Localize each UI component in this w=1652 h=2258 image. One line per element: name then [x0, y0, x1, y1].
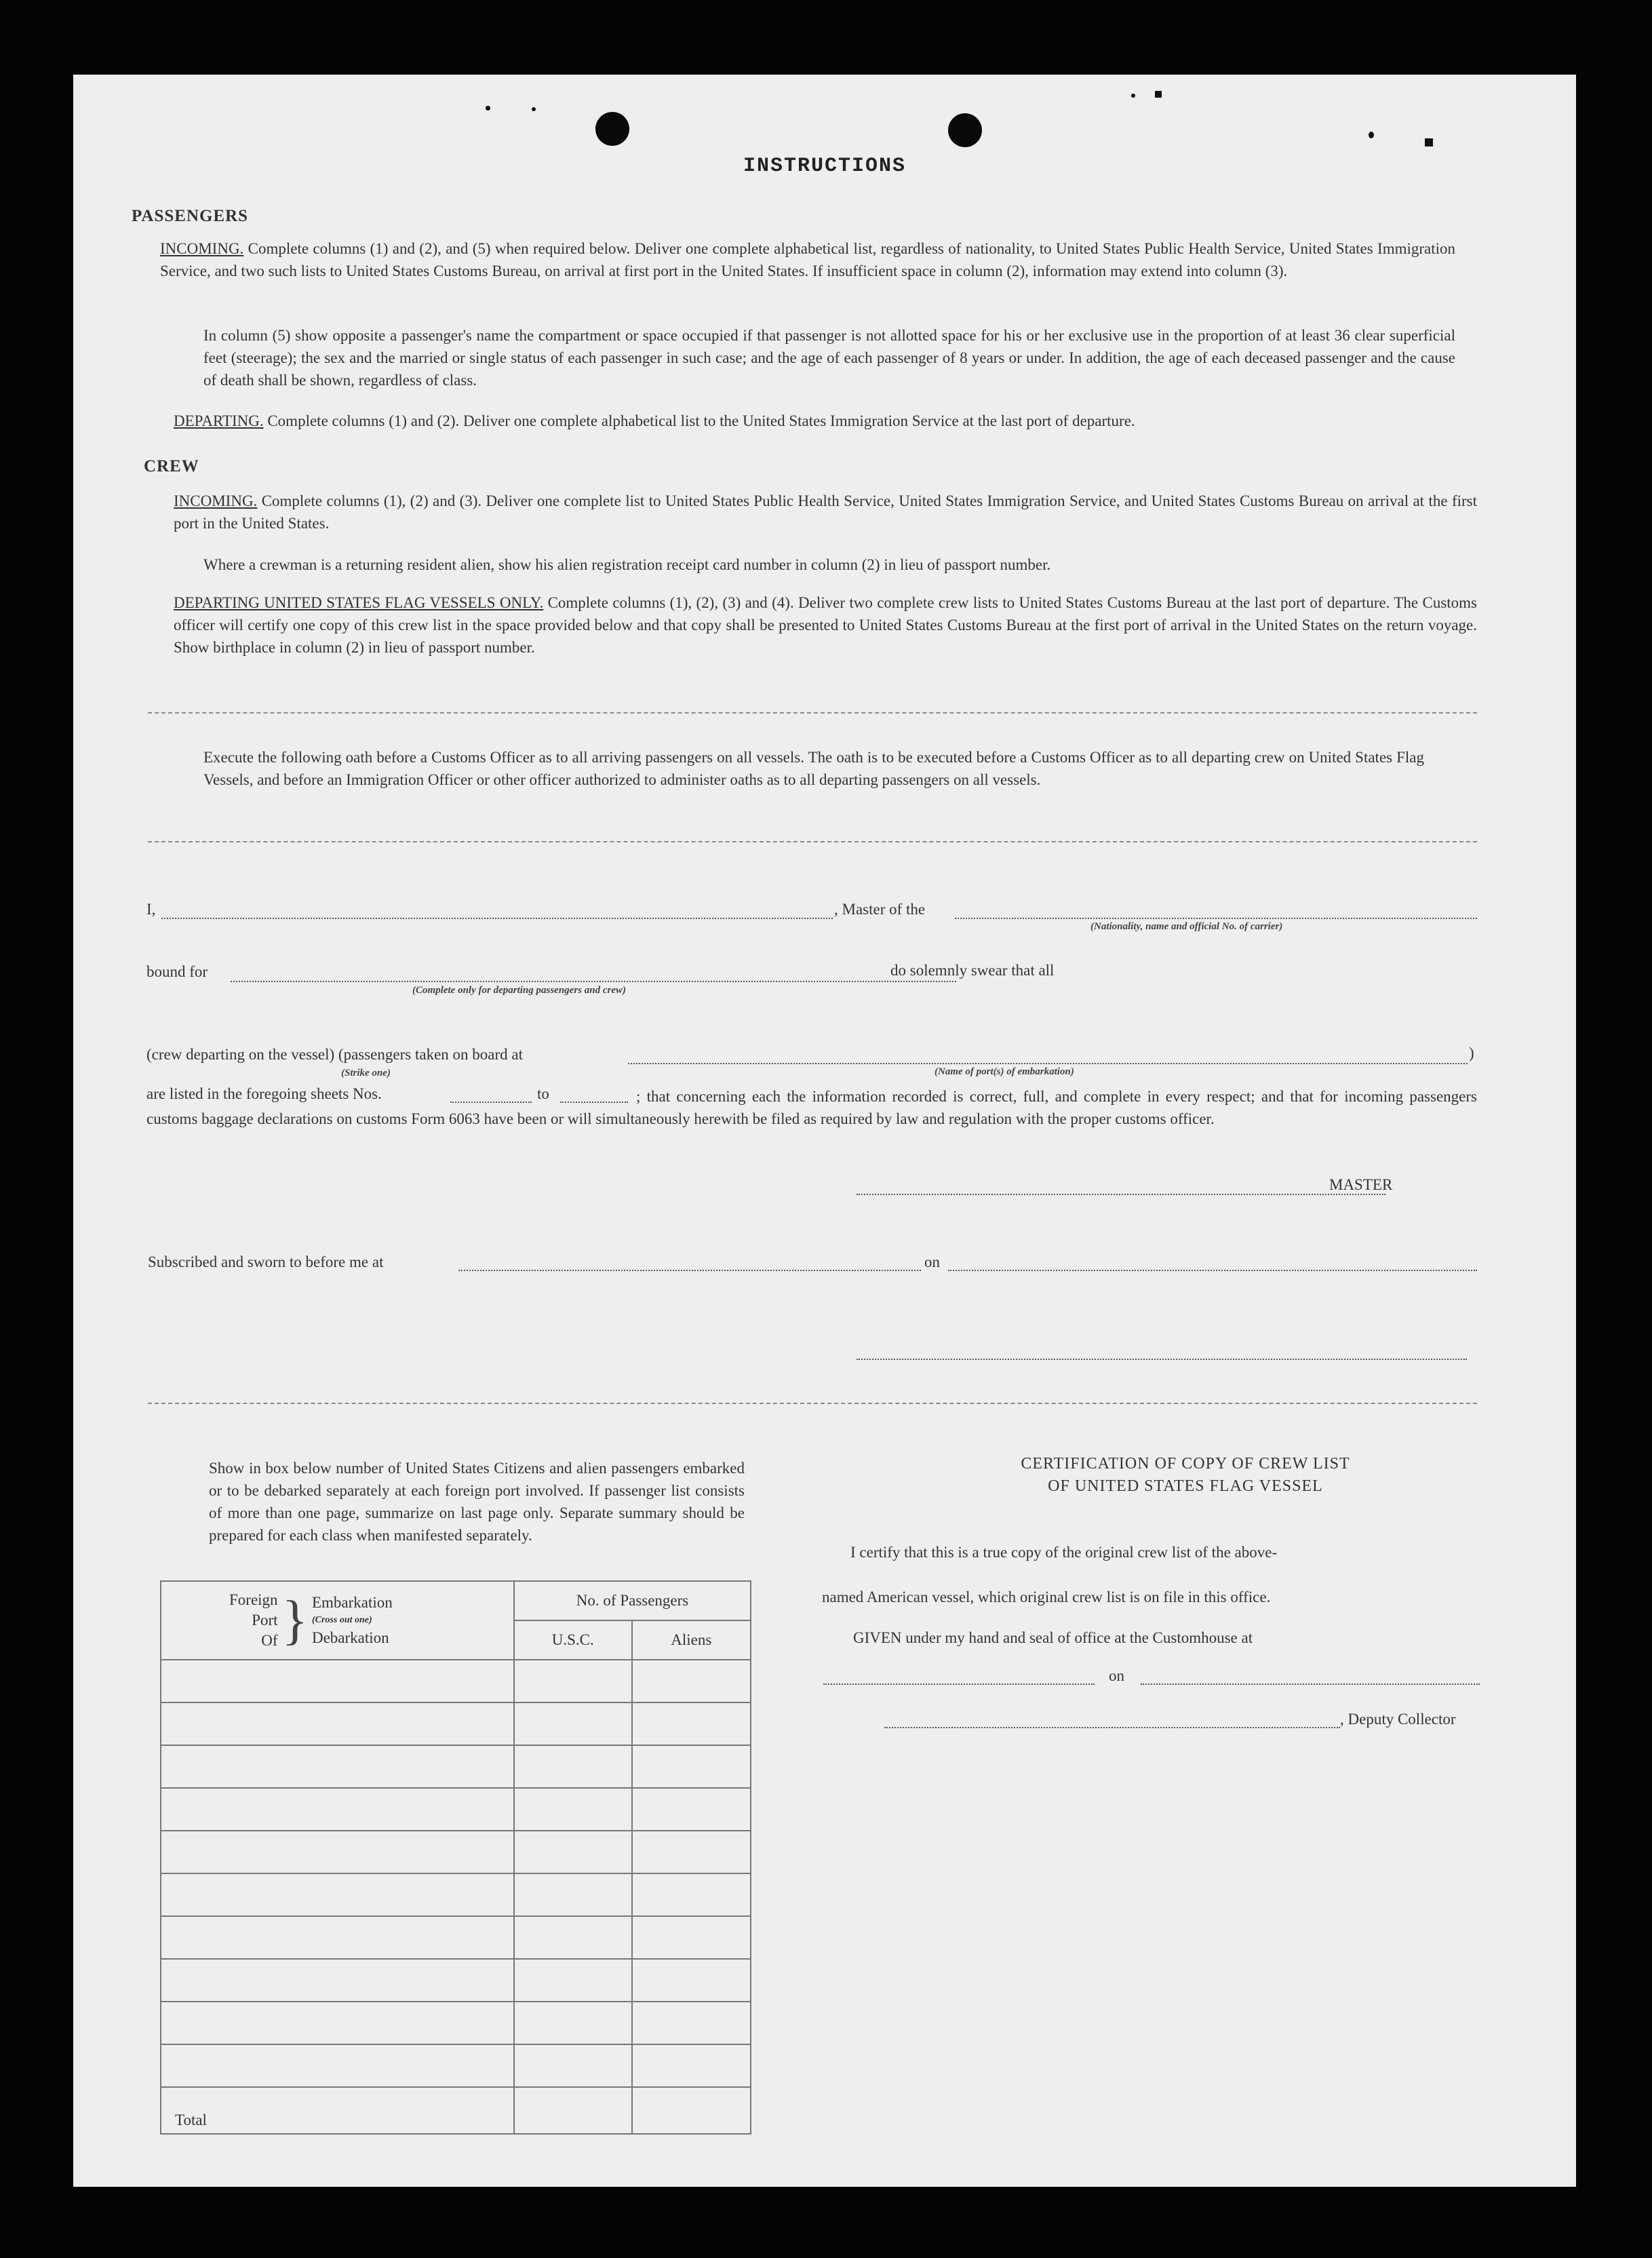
crew-incoming — [174, 490, 1477, 534]
port-label: Port — [252, 1612, 278, 1629]
usc-header: U.S.C. — [514, 1620, 631, 1660]
speck — [1155, 91, 1162, 98]
passengers-departing-label: DEPARTING. — [174, 412, 264, 429]
master-signature-field[interactable] — [857, 1194, 1385, 1195]
passengers-incoming-label: INCOMING. — [160, 240, 244, 257]
crew-departing-label: (crew departing on the vessel) (passengers taken on board at — [146, 1046, 523, 1063]
subscribed-place-field[interactable] — [458, 1270, 921, 1271]
master-of-label: , Master of the — [834, 901, 926, 918]
debarkation-label: Debarkation — [311, 1629, 389, 1646]
speck — [532, 107, 536, 111]
oath-instruction-text: Execute the following oath before a Customs Officer as to all arriving passengers on all vessels. The oath is to be executed before a Customs Officer as to all departing crew on United States Flag Vessels, and before an Immigration Officer or other officer authorized to administer oaths as to all departing passengers on all vessels. — [203, 749, 1424, 788]
crew-alien — [203, 553, 1477, 576]
certification-title-line2: OF UNITED STATES FLAG VESSEL — [1048, 1477, 1323, 1495]
table-row — [161, 1702, 751, 1745]
strike-note: (Strike one) — [341, 1068, 391, 1078]
summary-instruction — [209, 1457, 745, 1546]
certification-line1: I certify that this is a true copy of the original crew list of the above- — [850, 1544, 1278, 1561]
punch-hole-right — [948, 113, 982, 147]
bound-for-label: bound for — [146, 963, 208, 980]
cross-out-note: (Cross out one) — [311, 1615, 372, 1625]
aliens-header: Aliens — [632, 1620, 751, 1660]
carrier-note: (Nationality, name and official No. of carrier) — [1090, 921, 1283, 932]
passengers-incoming-text: Complete columns (1) and (2), and (5) when required below. Deliver one complete alphabetical list, regardless of nationality, to United States Public Health Service, United States Immigration Service, and two such lists to United States Customs Bureau, on arrival at first port in the United States. If insufficient space in column (2), information may extend into column (3). — [160, 240, 1456, 279]
subscribed-label: Subscribed and sworn to before me at — [148, 1253, 384, 1270]
speck — [1369, 132, 1374, 138]
master-label: MASTER — [1329, 1176, 1393, 1193]
punch-hole-left — [595, 112, 629, 146]
listed-prefix: are listed in the foregoing sheets Nos. — [146, 1085, 382, 1102]
bound-note: (Complete only for departing passengers and crew) — [412, 985, 626, 996]
embarkation-label: Embarkation — [311, 1594, 393, 1611]
passengers-heading: PASSENGERS — [132, 207, 249, 225]
passenger-summary-table — [160, 1580, 751, 2135]
speck — [1425, 138, 1433, 147]
crew-alien-text: Where a crewman is a returning resident alien, show his alien registration receipt card number in column (2) in lieu of passport number. — [203, 556, 1051, 573]
table-row — [161, 1660, 751, 1702]
bound-for-field[interactable] — [231, 981, 956, 982]
table-row — [161, 1831, 751, 1873]
subscribed-date-field[interactable] — [948, 1270, 1477, 1271]
divider — [148, 841, 1477, 842]
document-page — [73, 75, 1576, 2187]
deputy-collector-label: , Deputy Collector — [1340, 1711, 1456, 1728]
speck — [486, 106, 490, 111]
crew-departing-text: Complete columns (1), (2), (3) and (4). Deliver two complete crew lists to United States Customs Bureau at the last port of departure. The Customs officer will certify one copy of this crew list in the space provided below and that copy shall be presented to United States Customs Bureau at the first port of arrival in the United States on the return voyage. Show birthplace in column (2) in lieu of passport number. — [174, 594, 1478, 656]
table-row — [161, 1788, 751, 1831]
to-label: to — [537, 1085, 549, 1102]
port-header-cell: Foreign Port Of } Embarkation (Cross out one) Debarkation — [161, 1581, 514, 1660]
passengers-departing-text: Complete columns (1) and (2). Deliver one complete alphabetical list to the United States Immigration Service at the last port of departure. — [267, 412, 1135, 429]
crew-departing-label: DEPARTING UNITED STATES FLAG VESSELS ONLY. — [174, 594, 544, 611]
oath-i-label: I, — [146, 901, 156, 918]
total-label: Total — [161, 2087, 514, 2134]
port-note: (Name of port(s) of embarkation) — [935, 1066, 1074, 1077]
passengers-column5-text: In column (5) show opposite a passenger's name the compartment or space occupied if that passenger is not allotted space for his or her exclusive use in the proportion of at least 36 clear superficial feet (steerage); the sex and the married or single status of each passenger in such case; and the age of each passenger of 8 years or under. In addition, the age of each deceased passenger and the cause of death shall be shown, regardless of class. — [203, 327, 1455, 389]
table-row — [161, 2002, 751, 2044]
certification-date-field[interactable] — [1141, 1683, 1480, 1685]
no-passengers-header: No. of Passengers — [514, 1581, 751, 1620]
certification-line2: named American vessel, which original crew list is on file in this office. — [822, 1589, 1271, 1605]
embarkation-port-field[interactable] — [628, 1063, 1468, 1064]
close-paren: ) — [1469, 1045, 1474, 1062]
listed-paragraph — [146, 1085, 1477, 1130]
passengers-departing — [174, 410, 1462, 432]
of-label: Of — [261, 1632, 278, 1649]
crew-heading: CREW — [144, 457, 199, 475]
customhouse-place-field[interactable] — [823, 1683, 1095, 1685]
table-row — [161, 1959, 751, 2002]
table-row — [161, 1873, 751, 1916]
crew-incoming-text: Complete columns (1), (2) and (3). Deliver one complete list to United States Public Health Service, United States Immigration Service, and United States Customs Bureau on arrival at the first port in the United States. — [174, 492, 1477, 532]
certification-title-line1: CERTIFICATION OF COPY OF CREW LIST — [1021, 1455, 1350, 1473]
divider — [148, 712, 1477, 714]
table-row — [161, 2044, 751, 2087]
page-title: INSTRUCTIONS — [743, 155, 907, 178]
listed-text: ; that concerning each the information recorded is correct, full, and complete in every respect; and that for incoming passengers customs baggage declarations on customs Form 6063 have been or will simultaneously herewith be filed as required by law and regulation with the proper customs officer. — [146, 1088, 1477, 1127]
oath-instruction — [203, 746, 1424, 791]
crew-incoming-label: INCOMING. — [174, 492, 258, 509]
certification-line3: GIVEN under my hand and seal of office at the Customhouse at — [853, 1629, 1253, 1646]
carrier-field[interactable] — [955, 918, 1477, 919]
table-header-row — [161, 1581, 751, 1620]
divider — [148, 1403, 1477, 1404]
table-total-row — [161, 2087, 751, 2134]
master-name-field[interactable] — [161, 918, 833, 919]
foreign-label: Foreign — [229, 1591, 278, 1608]
deputy-signature-field[interactable] — [884, 1727, 1340, 1728]
passengers-incoming — [160, 237, 1455, 282]
certification-on-label: on — [1109, 1667, 1124, 1684]
subscribed-on-label: on — [924, 1253, 940, 1270]
swear-label: do solemnly swear that all — [890, 962, 1055, 979]
certification-title — [873, 1453, 1497, 1498]
passengers-column5 — [203, 324, 1455, 391]
table-row — [161, 1745, 751, 1788]
crew-departing — [174, 591, 1477, 659]
summary-instruction-text: Show in box below number of United States Citizens and alien passengers embarked or to be debarked separately at each foreign port involved. If passenger list consists of more than one page, summarize on last page only. Separate summary should be prepared for each class when manifested separately. — [209, 1460, 745, 1544]
table-row — [161, 1916, 751, 1959]
officer-signature-field[interactable] — [857, 1359, 1467, 1360]
speck — [1131, 94, 1135, 98]
